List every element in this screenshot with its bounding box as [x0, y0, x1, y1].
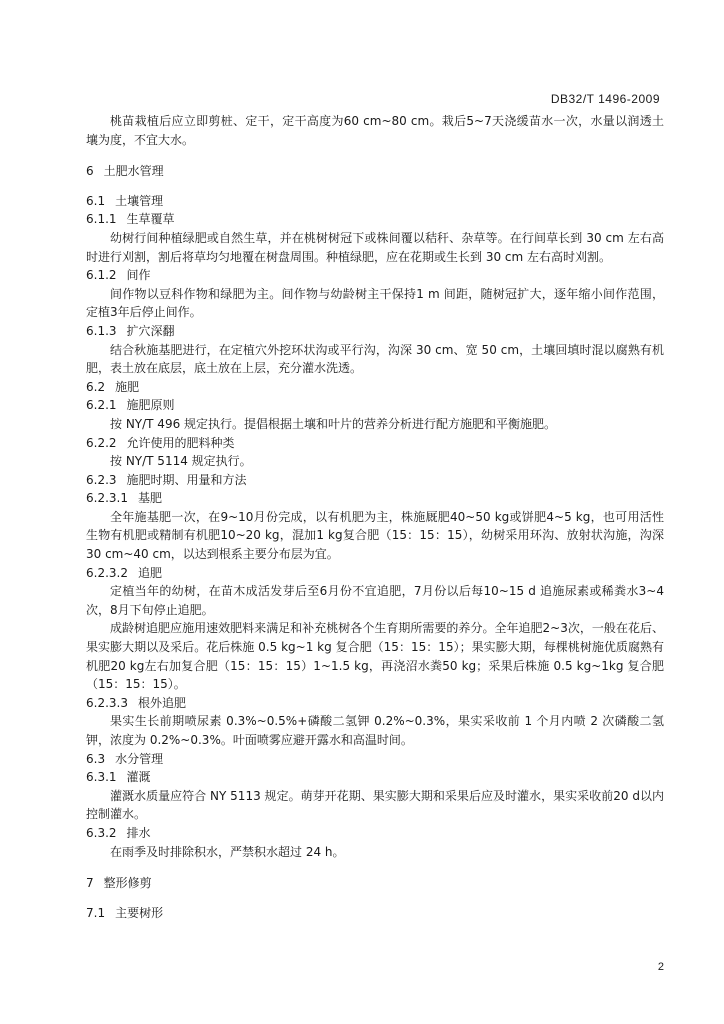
section-title: 允许使用的肥料种类	[126, 435, 235, 450]
section-title: 整形修剪	[103, 876, 152, 891]
page-number: 2	[657, 961, 664, 973]
section-title: 追肥	[137, 565, 162, 580]
section-heading-6-1	[86, 192, 664, 211]
section-heading-6-3	[86, 750, 664, 769]
paragraph: 果实生长前期喷尿素 0.3%~0.5%+磷酸二氢钾 0.2%~0.3%，果实采收前 1 个月内喷 2 次磷酸二氢钾，浓度为 0.2%~0.3%。叶面喷雾应避开露水和高温时间。	[86, 714, 664, 747]
section-title: 间作	[126, 268, 151, 283]
section-number: 6.3	[86, 751, 106, 766]
section-heading-6-2-2	[86, 434, 664, 453]
section-number: 6.2.2	[86, 435, 117, 450]
paragraph: 在雨季及时排除积水，严禁积水超过 24 h。	[110, 844, 345, 859]
section-number: 6.1.2	[86, 268, 117, 283]
section-heading-6-2-1	[86, 396, 664, 415]
section-number: 7.1	[86, 905, 106, 920]
section-title: 土肥水管理	[103, 164, 164, 179]
paragraph: 按 NY/T 5114 规定执行。	[110, 454, 252, 469]
section-number: 6.2	[86, 379, 106, 394]
section-title: 施肥	[115, 379, 140, 394]
section-title: 生草覆草	[126, 212, 175, 227]
section-heading-6-2-3-2	[86, 564, 664, 583]
section-heading-7-1	[86, 904, 664, 923]
section-heading-6-3-1	[86, 768, 664, 787]
section-number: 6.1.3	[86, 323, 117, 338]
section-number: 6.2.3.2	[86, 565, 128, 580]
paragraph: 成龄树追肥应施用速效肥料来满足和补充桃树各个生育期所需要的养分。全年追肥2~3次，一般在花后、果实膨大期以及采后。花后株施 0.5 kg~1 kg 复合肥（15：15：15）；果实膨大期，每棵桃树施优质腐熟有机肥20 kg左右加复合肥（15：15：15）1~1.5 kg，再浇沼水粪50 kg；采果后株施 0.5 kg~1kg 复合肥（15：15：15）。	[86, 621, 664, 692]
section-title: 施肥时期、用量和方法	[126, 472, 247, 487]
section-title: 土壤管理	[115, 193, 164, 208]
section-heading-6	[86, 162, 664, 181]
section-number: 6.3.1	[86, 770, 117, 785]
section-title: 排水	[126, 825, 151, 840]
standard-number: DB32/T 1496-2009	[550, 92, 660, 106]
section-number: 6.2.1	[86, 398, 117, 413]
section-title: 灌溉	[126, 770, 151, 785]
section-title: 扩穴深翻	[126, 323, 175, 338]
paragraph: 灌溉水质量应符合 NY 5113 规定。萌芽开花期、果实膨大期和采果后应及时灌水，果实采收前20 d以内控制灌水。	[86, 788, 664, 822]
document-body	[86, 112, 664, 922]
section-number: 6.3.2	[86, 825, 117, 840]
section-title: 施肥原则	[126, 398, 175, 413]
section-heading-6-1-1	[86, 210, 664, 229]
section-title: 基肥	[137, 491, 162, 506]
section-heading-6-1-2	[86, 266, 664, 285]
section-number: 7	[86, 876, 94, 891]
section-number: 6.1.1	[86, 212, 117, 227]
section-heading-6-2-3	[86, 471, 664, 490]
section-heading-6-3-2	[86, 824, 664, 843]
section-number: 6	[86, 164, 94, 179]
section-heading-6-2-3-3	[86, 694, 664, 713]
section-heading-7	[86, 874, 664, 893]
section-number: 6.1	[86, 193, 106, 208]
paragraph: 桃苗栽植后应立即剪桩、定干，定干高度为60 cm~80 cm。栽后5~7天浇缓苗水一次，水量以润透土壤为度，不宜大水。	[86, 114, 664, 147]
section-title: 水分管理	[115, 751, 164, 766]
paragraph: 全年施基肥一次，在9~10月份完成，以有机肥为主，株施厩肥40~50 kg或饼肥4~5 kg，也可用活性生物有机肥或精制有机肥10~20 kg，混加1 kg复合肥（15：15：15），幼树采用环沟、放射状沟施，沟深 30 cm~40 cm，以达到根系主要分布层为宜。	[86, 509, 664, 562]
paragraph: 结合秋施基肥进行，在定植穴外挖环状沟或平行沟，沟深 30 cm、宽 50 cm，土壤回填时混以腐熟有机肥，表土放在底层，底土放在上层，充分灌水洗透。	[86, 342, 664, 376]
section-number: 6.2.3.3	[86, 695, 128, 710]
section-heading-6-2	[86, 378, 664, 397]
section-title: 根外追肥	[137, 695, 186, 710]
section-heading-6-1-3	[86, 322, 664, 341]
section-number: 6.2.3	[86, 472, 117, 487]
section-title: 主要树形	[115, 905, 164, 920]
paragraph: 幼树行间种植绿肥或自然生草，并在桃树树冠下或株间覆以秸秆、杂草等。在行间草长到 30 cm 左右高时进行刈割，割后将草均匀地覆在树盘周围。种植绿肥，应在花期或生长到 30 cm 左右高时刈割。	[86, 230, 664, 264]
paragraph: 按 NY/T 496 规定执行。提倡根据土壤和叶片的营养分析进行配方施肥和平衡施肥。	[110, 416, 557, 431]
paragraph: 间作物以豆科作物和绿肥为主。间作物与幼龄树主干保持1 m 间距，随树冠扩大，逐年缩小间作范围，定植3年后停止间作。	[86, 286, 664, 320]
section-heading-6-2-3-1	[86, 489, 664, 508]
paragraph: 定植当年的幼树，在苗木成活发芽后至6月份不宜追肥，7月份以后每10~15 d 追施尿素或稀粪水3~4次，8月下旬停止追肥。	[86, 584, 664, 617]
section-number: 6.2.3.1	[86, 491, 128, 506]
